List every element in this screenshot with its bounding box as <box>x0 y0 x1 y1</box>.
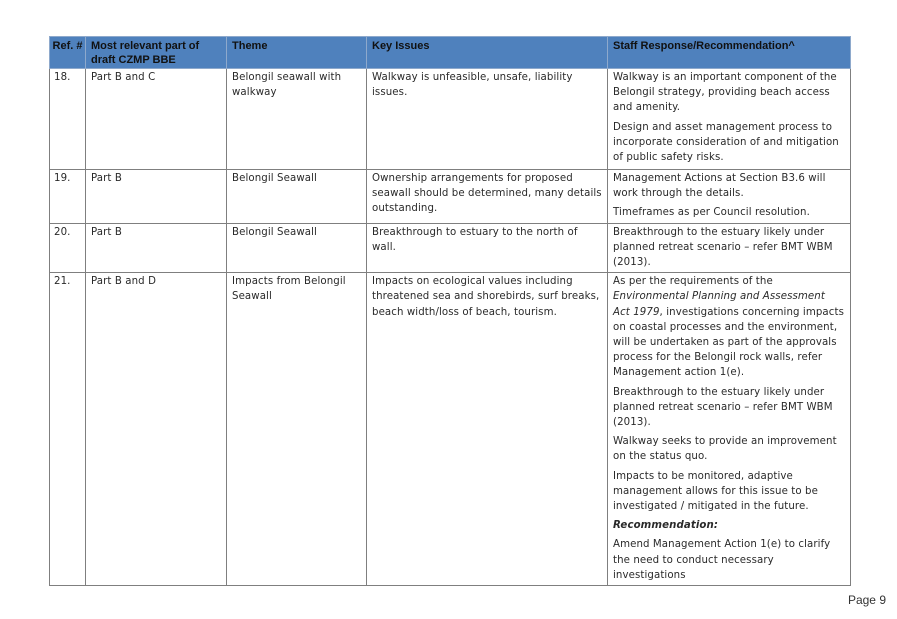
cell-theme: Belongil Seawall <box>227 170 367 224</box>
response-paragraph <box>613 274 845 380</box>
cell-part: Part B <box>86 170 227 224</box>
cell-key-issues: Impacts on ecological values including threatened sea and shorebirds, surf breaks, beach width/loss of beach, tourism. <box>367 273 608 586</box>
response-paragraph: Walkway is an important component of the Belongil strategy, providing beach access and amenity. <box>613 72 837 114</box>
cell-ref: 20. <box>50 223 86 273</box>
page-number: Page 9 <box>847 593 886 607</box>
cell-part: Part B and D <box>86 273 227 586</box>
table-row <box>50 273 851 586</box>
header-part: Most relevant part of draft CZMP BBE <box>86 37 227 69</box>
response-rest: , investigations concerning impacts on coastal processes and the environment, will be undertaken as part of the approvals process for the Belongil rock walls, refer Management action 1(e). <box>613 306 844 379</box>
act-title: Environmental Planning and Assessment Act 1979 <box>613 291 825 318</box>
table-row <box>50 170 851 224</box>
header-theme: Theme <box>227 37 367 69</box>
recommendation-label: Recommendation: <box>613 520 719 532</box>
cell-ref: 21. <box>50 273 86 586</box>
cell-part: Part B and C <box>86 69 227 170</box>
response-paragraph: Design and asset management process to incorporate consideration of and mitigation of public safety risks. <box>613 121 839 164</box>
table-header-row <box>50 37 851 69</box>
cell-staff-response <box>608 273 851 586</box>
cell-staff-response <box>608 223 851 273</box>
cell-staff-response <box>608 69 851 170</box>
table-row <box>50 69 851 170</box>
cell-theme: Belongil Seawall <box>227 223 367 273</box>
cell-theme: Belongil seawall with walkway <box>227 69 367 170</box>
response-paragraph: Breakthrough to the estuary likely under planned retreat scenario – refer BMT WBM (2013). <box>613 386 833 429</box>
response-paragraph: Timeframes as per Council resolution. <box>613 207 810 219</box>
cell-ref: 19. <box>50 170 86 224</box>
cell-key-issues: Breakthrough to estuary to the north of wall. <box>367 223 608 273</box>
header-ref: Ref. # <box>50 37 86 69</box>
cell-part: Part B <box>86 223 227 273</box>
cell-ref: 18. <box>50 69 86 170</box>
response-paragraph: Impacts to be monitored, adaptive management allows for this issue to be investigated / mitigated in the future. <box>613 470 818 513</box>
header-key-issues: Key Issues <box>367 37 608 69</box>
response-intro: As per the requirements of the <box>613 276 773 288</box>
response-paragraph: Management Actions at Section B3.6 will work through the details. <box>613 173 826 200</box>
response-paragraph: Breakthrough to the estuary likely under planned retreat scenario – refer BMT WBM (2013). <box>613 226 833 269</box>
header-staff-response: Staff Response/Recommendation^ <box>608 37 851 69</box>
cell-key-issues: Ownership arrangements for proposed seawall should be determined, many details outstanding. <box>367 170 608 224</box>
recommendation-text: Amend Management Action 1(e) to clarify the need to conduct necessary investigations <box>613 539 831 581</box>
response-paragraph: Walkway seeks to provide an improvement on the status quo. <box>613 436 837 463</box>
cell-key-issues: Walkway is unfeasible, unsafe, liability issues. <box>367 69 608 170</box>
cell-staff-response <box>608 170 851 224</box>
table-row <box>50 223 851 273</box>
submissions-table <box>49 36 851 586</box>
cell-theme: Impacts from Belongil Seawall <box>227 273 367 586</box>
